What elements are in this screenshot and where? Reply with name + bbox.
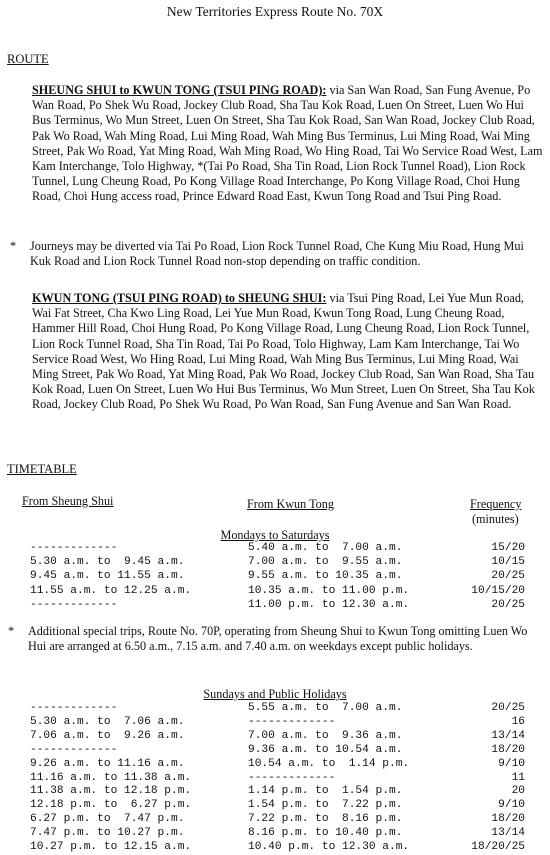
timetable-row bbox=[0, 599, 550, 613]
diversion-note bbox=[10, 239, 542, 269]
timetable-row bbox=[0, 542, 550, 556]
timetable-heading: TIMETABLE bbox=[7, 462, 77, 476]
timetable-row bbox=[0, 570, 550, 584]
timetable-row bbox=[0, 585, 550, 599]
route-lead: SHEUNG SHUI to KWUN TONG (TSUI PING ROAD): bbox=[32, 83, 327, 97]
from-sheung-shui-cell: ------------- bbox=[30, 702, 118, 714]
timetable-row bbox=[0, 827, 550, 841]
special-trips-note bbox=[8, 624, 544, 654]
timetable-row bbox=[0, 744, 550, 758]
from-kwun-tong-cell: 8.16 p.m. to 10.40 p.m. bbox=[248, 827, 403, 840]
from-kwun-tong-cell: 10.40 p.m. to 12.30 a.m. bbox=[248, 841, 410, 853]
timetable-row bbox=[0, 772, 550, 786]
from-kwun-tong-cell: 11.00 p.m. to 12.30 a.m. bbox=[248, 598, 410, 611]
from-kwun-tong-cell: 7.22 p.m. to 8.16 p.m. bbox=[248, 813, 403, 826]
frequency-cell: 10/15/20 bbox=[471, 584, 525, 597]
frequency-cell: 18/20 bbox=[491, 813, 525, 826]
frequency-cell: 20/25 bbox=[491, 598, 525, 611]
frequency-cell: 9/10 bbox=[498, 757, 525, 770]
frequency-cell: 9/10 bbox=[498, 799, 525, 812]
route-description: via San Wan Road, San Fung Avenue, Po Wan Road, Po Shek Wu Road, Jockey Club Road, Sha Tau Kok Road, Luen On Street, Luen Wo Hui Bus Terminus, Wo Mun Street, Luen On Street, Sha Tau Kok Road, San Wan Road, Jockey Club Road, Pak Wo Road, Wah Ming Road, Lui Ming Road, Wah Ming Bus Terminus, Lui Ming Road, Wai Ming Street, Pak Wo Road, Yat Ming Road, Wah Ming Road, Wo Hing Road, Tai Wo Service Road West, Lam Kam Interchange, Tolo Highway, *(Tai Po Road, Sha Tin Road, Lion Rock Tunnel Road), Lion Rock Tunnel, Lung Cheung Road, Po Kong Village Road Interchange, Po Kong Village Road, Choi Hung Road, Choi Hung access road, Prince Edward Road East, Kwun Tong Road and Tsui Ping Road. bbox=[32, 83, 543, 204]
weekday-heading: Mondays to Saturdays bbox=[220, 528, 330, 542]
from-kwun-tong-cell: 7.00 a.m. to 9.36 a.m. bbox=[248, 729, 403, 742]
timetable-row bbox=[0, 702, 550, 716]
from-sheung-shui-cell: ------------- bbox=[30, 743, 118, 756]
note-asterisk: * bbox=[10, 239, 17, 253]
from-kwun-tong-cell: 1.54 p.m. to 7.22 p.m. bbox=[248, 799, 403, 812]
frequency-cell: 10/15 bbox=[491, 556, 525, 569]
from-kwun-tong-cell: 9.36 a.m. to 10.54 a.m. bbox=[248, 743, 403, 756]
from-kwun-tong-cell: 5.40 a.m. to 7.00 a.m. bbox=[248, 542, 403, 554]
from-sheung-shui-cell: 9.45 a.m. to 11.55 a.m. bbox=[30, 570, 185, 583]
column-frequency-unit: (minutes) bbox=[472, 512, 519, 526]
frequency-cell: 18/20 bbox=[491, 743, 525, 756]
from-kwun-tong-cell: ------------- bbox=[248, 715, 336, 728]
holiday-heading: Sundays and Public Holidays bbox=[203, 687, 347, 701]
from-sheung-shui-cell: 11.55 a.m. to 12.25 a.m. bbox=[30, 584, 192, 597]
from-kwun-tong-cell: 10.35 a.m. to 11.00 p.m. bbox=[248, 584, 410, 597]
timetable-row bbox=[0, 841, 550, 855]
frequency-cell: 20/25 bbox=[491, 570, 525, 583]
frequency-cell: 16 bbox=[511, 715, 525, 728]
frequency-cell: 15/20 bbox=[491, 542, 525, 554]
from-sheung-shui-cell: 10.27 p.m. to 12.15 a.m. bbox=[30, 841, 192, 853]
from-sheung-shui-cell: 11.16 a.m. to 11.38 a.m. bbox=[30, 771, 192, 784]
route-sheung-shui-to-kwun-tong bbox=[32, 83, 544, 205]
from-kwun-tong-cell: 7.00 a.m. to 9.55 a.m. bbox=[248, 556, 403, 569]
frequency-cell: 11 bbox=[511, 771, 525, 784]
route-heading: ROUTE bbox=[7, 52, 49, 66]
timetable-row bbox=[0, 813, 550, 827]
note-text: Journeys may be diverted via Tai Po Road, Lion Rock Tunnel Road, Che Kung Miu Road, Hung Mui Kuk Road and Lion Rock Tunnel Road non-stop depending on traffic condition. bbox=[30, 239, 524, 269]
from-sheung-shui-cell: 7.06 a.m. to 9.26 a.m. bbox=[30, 729, 185, 742]
from-sheung-shui-cell: 11.38 a.m. to 12.18 p.m. bbox=[30, 785, 192, 798]
from-sheung-shui-cell: ------------- bbox=[30, 598, 118, 611]
from-sheung-shui-cell: 9.26 a.m. to 11.16 a.m. bbox=[30, 757, 185, 770]
column-from-kwun-tong: From Kwun Tong bbox=[247, 497, 334, 511]
document-title: New Territories Express Route No. 70X bbox=[166, 4, 384, 19]
timetable-row bbox=[0, 799, 550, 813]
from-sheung-shui-cell: ------------- bbox=[30, 542, 118, 554]
timetable-row bbox=[0, 556, 550, 570]
frequency-cell: 18/20/25 bbox=[471, 841, 525, 853]
note-asterisk: * bbox=[8, 624, 15, 638]
timetable-row bbox=[0, 785, 550, 799]
from-sheung-shui-cell: 7.47 p.m. to 10.27 p.m. bbox=[30, 827, 185, 840]
route-kwun-tong-to-sheung-shui bbox=[32, 291, 544, 413]
from-sheung-shui-cell: 12.18 p.m. to 6.27 p.m. bbox=[30, 799, 192, 812]
timetable-row bbox=[0, 758, 550, 772]
route-lead: KWUN TONG (TSUI PING ROAD) to SHEUNG SHUI: bbox=[32, 291, 327, 305]
timetable-row bbox=[0, 716, 550, 730]
from-kwun-tong-cell: 9.55 a.m. to 10.35 a.m. bbox=[248, 570, 403, 583]
from-sheung-shui-cell: 6.27 p.m. to 7.47 p.m. bbox=[30, 813, 185, 826]
note-text: Additional special trips, Route No. 70P, operating from Sheung Shui to Kwun Tong omitting Luen Wo Hui are arranged at 6.50 a.m., 7.15 a.m. and 7.40 a.m. on weekdays except public holidays. bbox=[28, 624, 528, 654]
frequency-cell: 20/25 bbox=[491, 702, 525, 714]
from-kwun-tong-cell: 5.55 a.m. to 7.00 a.m. bbox=[248, 702, 403, 714]
frequency-cell: 20 bbox=[511, 785, 525, 798]
timetable-row bbox=[0, 730, 550, 744]
from-sheung-shui-cell: 5.30 a.m. to 9.45 a.m. bbox=[30, 556, 185, 569]
from-kwun-tong-cell: 10.54 a.m. to 1.14 p.m. bbox=[248, 757, 410, 770]
from-sheung-shui-cell: 5.30 a.m. to 7.06 a.m. bbox=[30, 715, 185, 728]
from-kwun-tong-cell: ------------- bbox=[248, 771, 336, 784]
frequency-cell: 13/14 bbox=[491, 729, 525, 742]
route-description: via Tsui Ping Road, Lei Yue Mun Road, Wai Fat Street, Cha Kwo Ling Road, Lei Yue Mun Road, Kwun Tong Road, Lung Cheung Road, Hammer Hill Road, Choi Hung Road, Po Kong Village Road, Lung Cheung Road, Lion Rock Tunnel, Lion Rock Tunnel Road, Sha Tin Road, Tai Po Road, Tolo Highway, Lam Kam Interchange, Tai Wo Service Road West, Wo Hing Road, Lui Ming Road, Wah Ming Bus Terminus, Lui Ming Road, Wai Ming Street, Pak Wo Road, Yat Ming Road, Pak Wo Road, Jockey Club Road, San Wan Road, Sha Tau Kok Road, Luen On Street, Luen Wo Hui Bus Terminus, Wo Mun Street, Luen On Street, Sha Tau Kok Road, Jockey Club Road, Po Shek Wu Road, Po Wan Road, San Fung Avenue and San Wan Road. bbox=[32, 291, 535, 412]
from-kwun-tong-cell: 1.14 p.m. to 1.54 p.m. bbox=[248, 785, 403, 798]
column-from-sheung-shui: From Sheung Shui bbox=[22, 494, 114, 508]
frequency-cell: 13/14 bbox=[491, 827, 525, 840]
column-frequency: Frequency bbox=[470, 497, 522, 511]
